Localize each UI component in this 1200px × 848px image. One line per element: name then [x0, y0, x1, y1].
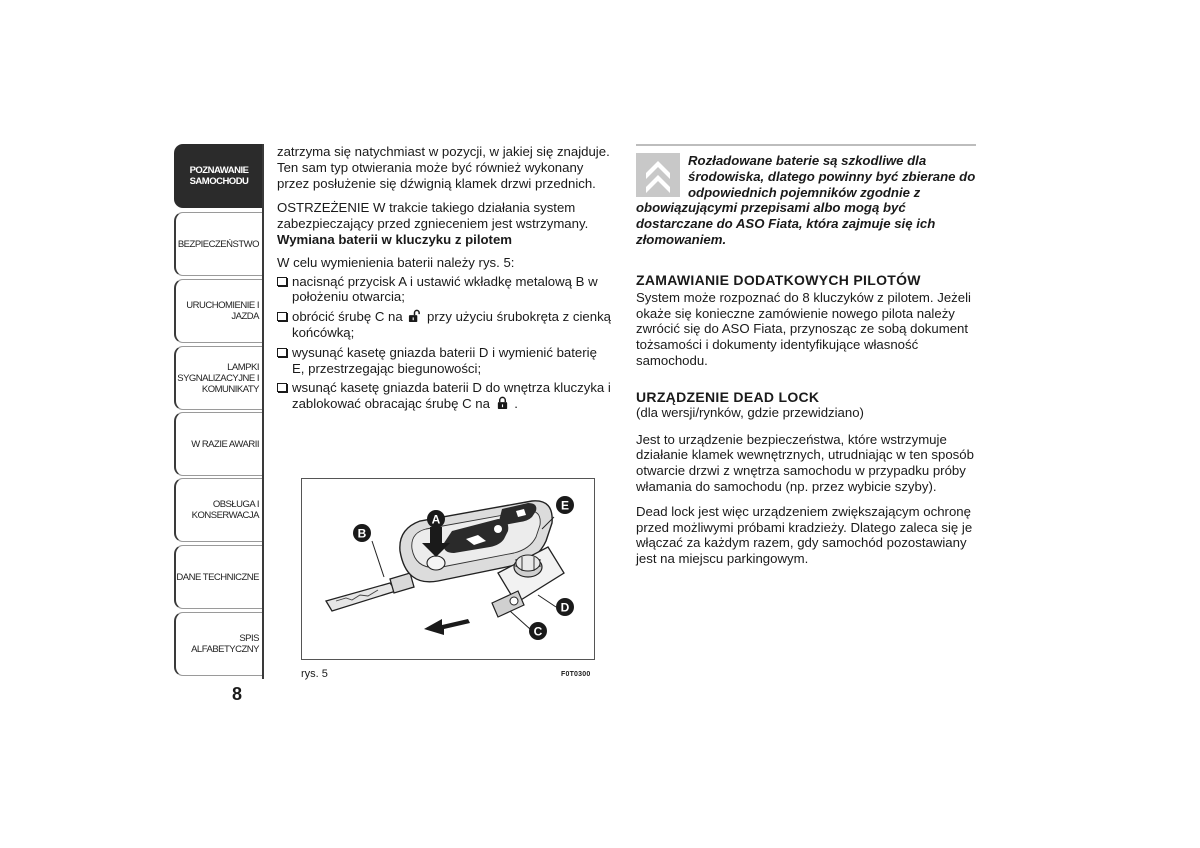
tab-label: OBSŁUGA I KONSERWACJA [191, 499, 259, 521]
tab-obsluga-i-konserwacja[interactable] [174, 478, 264, 542]
step-text: nacisnąć przycisk A i ustawić wkładkę metalową B w położeniu otwarcia; [292, 273, 598, 305]
tab-bezpieczenstwo[interactable] [174, 212, 264, 276]
tab-w-razie-awarii[interactable] [174, 412, 264, 476]
svg-text:C: C [533, 624, 543, 639]
svg-text:D: D [560, 600, 570, 615]
slide-arrow-icon [424, 619, 470, 635]
step-text: obrócić śrubę C na [292, 309, 407, 325]
tab-label: LAMPKI SYGNALIZACYJNE I KOMUNIKATY [177, 361, 259, 395]
svg-text:E: E [560, 498, 570, 513]
figure-caption: rys. 5 [301, 668, 328, 680]
middle-column [277, 144, 611, 416]
locked-padlock-icon [496, 396, 509, 410]
key-illustration [302, 479, 594, 659]
paragraph: System może rozpoznać do 8 kluczyków z pilotem. Jeżeli okaże się konieczne zamówienie nowego pilota należy zwrócić się do ASO Fiata, przynosząc ze sobą dokument tożsamości i dokumenty identyfikujące własność samochodu. [636, 289, 971, 368]
right-column [636, 144, 976, 576]
section-heading: Wymiana baterii w kluczyku z pilotem [277, 231, 512, 247]
tabs-divider [262, 144, 264, 679]
paragraph: Jest to urządzenie bezpieczeństwa, które wstrzymuje działanie klamek wewnętrznych, utrudniając w ten sposób otwarcie drzwi z wnętrza samochodu w przypadku próby włamania do samochodu (np. przez wybicie szyby). [636, 431, 974, 494]
environment-chevron-icon [636, 153, 680, 197]
checkbox-bullet-icon [277, 312, 287, 321]
steps-intro: W celu wymienienia baterii należy rys. 5: [277, 254, 515, 270]
tab-label: DANE TECHNICZNE [176, 571, 259, 583]
metal-blade [326, 573, 414, 611]
step-item [277, 309, 611, 341]
step-text: wysunąć kasetę gniazda baterii D i wymienić baterię E, przestrzegając biegunowości; [292, 344, 597, 376]
tab-label: SPIS ALFABETYCZNY [191, 633, 259, 655]
tab-label: POZNAWANIE SAMOCHODU [189, 165, 249, 187]
tab-poznawanie-samochodu[interactable] [174, 144, 264, 208]
tab-dane-techniczne[interactable] [174, 545, 264, 609]
checkbox-bullet-icon [277, 277, 287, 286]
step-text: . [510, 396, 518, 412]
paragraph: zatrzyma się natychmiast w pozycji, w jakiej się znajduje. Ten sam typ otwierania może być również wykonany przez posłużenie się dźwignią klamek drzwi przednich. [277, 144, 610, 191]
section-title: URZĄDZENIE DEAD LOCK [636, 388, 820, 405]
checkbox-bullet-icon [277, 348, 287, 357]
step-item [277, 380, 611, 412]
tab-spis-alfabetyczny[interactable] [174, 612, 264, 676]
label-a [427, 510, 445, 528]
key-battery-figure [301, 478, 595, 660]
page-number: 8 [231, 684, 242, 704]
warning-note: OSTRZEŻENIE W trakcie takiego działania system zabezpieczający przed zgnieceniem jest wstrzymany. [277, 200, 589, 232]
tab-label: URUCHOMIENIE I JAZDA [186, 300, 259, 322]
tab-lampki-sygnalizacyjne[interactable] [174, 346, 264, 410]
tab-uruchomienie-i-jazda[interactable] [174, 279, 264, 343]
step-text: wsunąć kasetę gniazda baterii D do wnętrza kluczyka i zablokować obracając śrubę C na [292, 380, 611, 412]
label-b [353, 524, 371, 542]
unlocked-padlock-icon [408, 309, 421, 323]
step-item [277, 274, 611, 306]
step-text: przy użyciu śrubokręta z cienką końcówką; [292, 309, 611, 340]
section-subtitle: (dla wersji/rynków, gdzie przewidziano) [636, 404, 864, 420]
svg-text:A: A [431, 512, 441, 527]
checkbox-bullet-icon [277, 383, 287, 392]
figure-code: F0T0300 [561, 671, 591, 678]
label-e [556, 496, 574, 514]
paragraph: Dead lock jest więc urządzeniem zwiększającym ochronę przed możliwymi próbami kradzieży. Dlatego zaleca się je włączać za każdym razem, gdy samochód pozostawiany jest na miejscu parkingowym. [636, 503, 973, 567]
section-title: ZAMAWIANIE DODATKOWYCH PILOTÓW [636, 271, 921, 288]
label-d [556, 598, 574, 616]
label-c [529, 622, 547, 640]
svg-text:B: B [357, 526, 367, 541]
step-item [277, 345, 611, 377]
environment-warning [636, 153, 976, 248]
tab-label: BEZPIECZEŃSTWO [177, 238, 259, 250]
tab-label: W RAZIE AWARII [191, 438, 259, 450]
warning-text: Rozładowane baterie są szkodliwe dla środowiska, dlatego powinny być zbierane do odpowiednich pojemników zgodnie z obowiązującymi przepisami albo mogą być dostarczane do ASO Fiata, która zajmuje się ich złomowaniem. [636, 153, 976, 247]
